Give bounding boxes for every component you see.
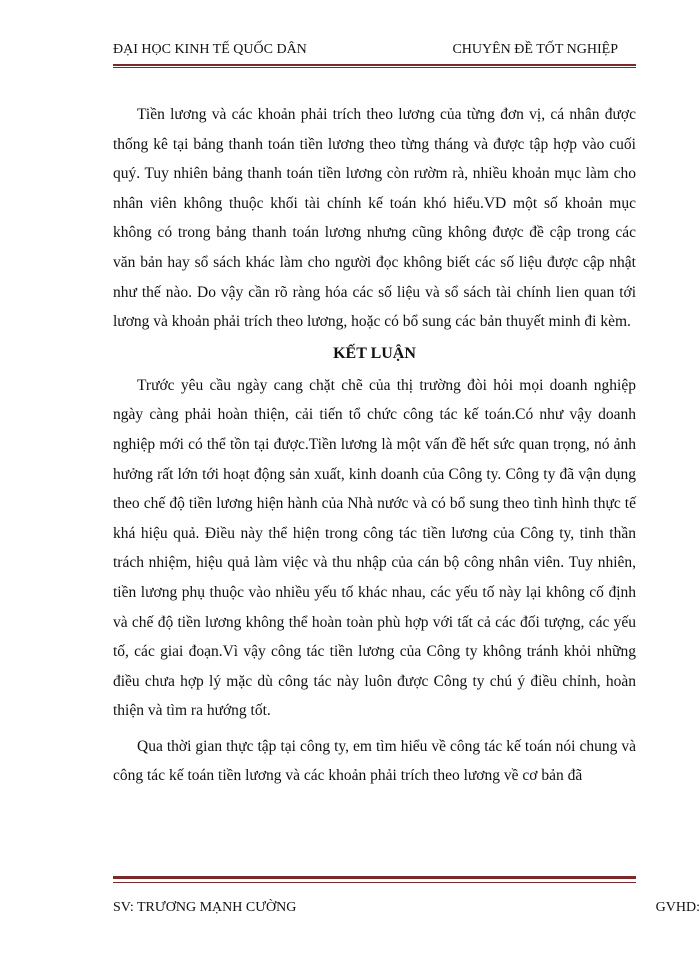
footer-student-name: SV: TRƯƠNG MẠNH CƯỜNG [113, 900, 297, 915]
header-university: ĐẠI HỌC KINH TẾ QUỐC DÂN [113, 42, 307, 57]
page-footer [113, 900, 700, 920]
paragraph-conclusion: Trước yêu cầu ngày cang chặt chẽ của thị trường đòi hỏi mọi doanh nghiệp ngày càng phải hoàn thiện, cải tiến tổ chức công tác kế toán.Có như vậy doanh nghiệp mới có thể tồn tại được.Tiền lương là một vấn đề hết sức quan trọng, nó ảnh hưởng rất lớn tới hoạt động sản xuất, kinh doanh của Công ty. Công ty đã vận dụng theo chế độ tiền lương hiện hành của Nhà nước và có bổ sung theo tình hình thực tế khá hiệu quả. Điều này thể hiện trong công tác tiền lương của Công ty, tinh thần trách nhiệm, hiệu quả làm việc và thu nhập của cán bộ công nhân viên. Tuy nhiên, tiền lương phụ thuộc vào nhiều yếu tố khác nhau, các yếu tố này lại không cố định và chế độ tiền lương không thể hoàn toàn phù hợp với tất cả các đối tượng, các yếu tố, các giai đoạn.Vì vậy công tác tiền lương của Công ty không tránh khỏi những điều chưa hợp lý mặc dù công tác này luôn được Công ty chú ý điều chỉnh, hoàn thiện và tìm ra hướng tốt. [113, 376, 636, 720]
header-divider [113, 64, 636, 68]
paragraph-salary-statistics: Tiền lương và các khoản phải trích theo lương của từng đơn vị, cá nhân được thống kê tại bảng thanh toán tiền lương theo từng tháng và được tập hợp vào cuối quý. Tuy nhiên bảng thanh toán tiền lương còn rườm rà, nhiều khoản mục làm cho nhân viên không thuộc khối tài chính kế toán khó hiểu.VD một số khoản mục không có trong bảng thanh toán lương nhưng cũng không được đề cập trong các văn bản hay sổ sách khác làm cho người đọc không biết các số liệu được cập nhật như thế nào. Do vậy cần rõ ràng hóa các số liệu và sổ sách tài chính lien quan tới lương và khoản phải trích theo lương, hoặc có bổ sung các bản thuyết minh đi kèm. [113, 106, 636, 331]
header-thesis-title: CHUYÊN ĐỀ TỐT NGHIỆP [452, 42, 618, 57]
paragraph-internship: Qua thời gian thực tập tại công ty, em tìm hiểu về công tác kế toán nói chung và công tác kế toán tiền lương và các khoản phải trích theo lương về cơ bản đã [113, 737, 636, 785]
section-heading-conclusion: KẾT LUẬN [333, 344, 416, 362]
footer-supervisor: GVHD: [655, 900, 700, 915]
page-header [113, 42, 618, 62]
document-body [113, 100, 636, 791]
footer-divider [113, 876, 636, 883]
